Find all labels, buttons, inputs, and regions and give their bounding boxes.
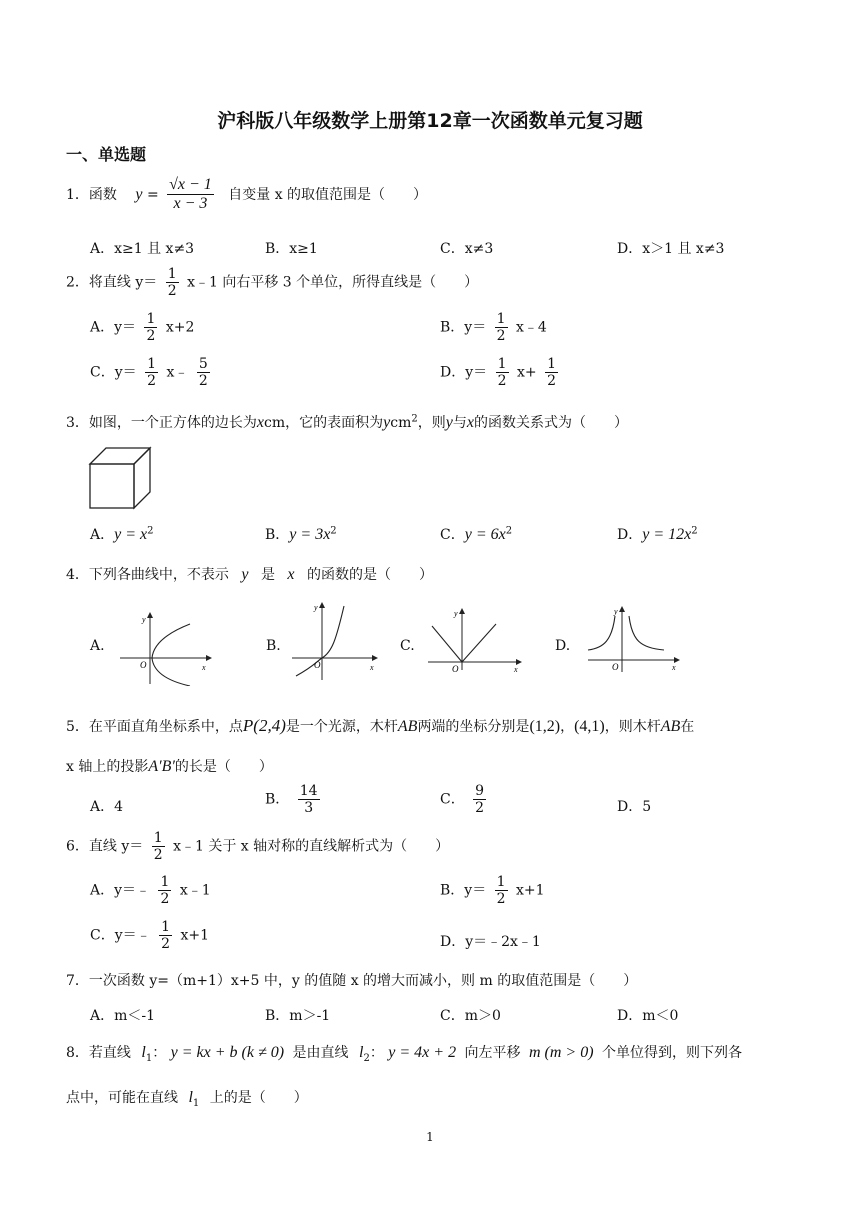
q3a-label: A． xyxy=(90,527,115,543)
q5-coord1: (1,2) xyxy=(529,718,561,735)
q4-pre: 4．下列各曲线中，不表示 xyxy=(66,567,229,583)
q5-mid1: 是一个光源，木杆 xyxy=(285,719,398,735)
q8-post: 个单位得到，则下列各 xyxy=(602,1045,742,1061)
q4b-x-label: x xyxy=(370,663,374,672)
q6a-den: 2 xyxy=(160,891,170,908)
q6a-pre: A．y＝﹣ xyxy=(90,882,151,899)
q4d-x-label: x xyxy=(672,663,676,672)
q8-line2-post: 上的是（ ） xyxy=(209,1090,308,1106)
q5b-frac xyxy=(298,783,320,816)
q3-post1: ，则 xyxy=(417,415,446,431)
q2d-mid: x+ xyxy=(516,364,537,381)
q6c-frac xyxy=(159,919,172,952)
q2a-den: 2 xyxy=(146,328,156,345)
q6-option-b[interactable] xyxy=(440,874,545,907)
q2d-pre: D．y＝ xyxy=(440,364,488,381)
question-8-line2 xyxy=(66,1087,308,1109)
q4-y: y xyxy=(241,566,249,583)
q3-post3: 的函数关系式为（ ） xyxy=(473,415,628,431)
q2d-den: 2 xyxy=(497,373,507,390)
q3c-label: C． xyxy=(440,527,465,543)
q3a-expr: y = x xyxy=(114,526,148,543)
q7-option-d[interactable]: D．m＜0 xyxy=(617,1008,679,1024)
q4d-y-label: y xyxy=(614,607,618,616)
q3-option-b[interactable] xyxy=(265,524,337,544)
q2-num: 1 xyxy=(167,266,177,282)
q2a-pre: A．y＝ xyxy=(90,319,137,336)
q2b-frac xyxy=(495,311,508,344)
q5b-num: 14 xyxy=(299,783,318,799)
q4d-origin: O xyxy=(612,662,619,672)
q4b-y-label: y xyxy=(314,603,318,612)
q6b-num: 1 xyxy=(496,874,506,890)
q1-prefix: 1．函数 xyxy=(66,186,117,203)
q5-coord2: (4,1) xyxy=(574,718,605,735)
q8-colon2: ： xyxy=(369,1045,384,1061)
q5c-den: 2 xyxy=(475,800,485,817)
q3c-sup: 2 xyxy=(505,525,513,537)
q5c-num: 9 xyxy=(475,783,485,799)
page-title: 沪科版八年级数学上册第12章一次函数单元复习题 xyxy=(217,110,643,132)
q1-numerator: √x − 1 xyxy=(169,176,212,193)
q8-l3: l xyxy=(188,1089,193,1106)
q2d-den2: 2 xyxy=(547,373,556,390)
q1-denominator: x − 3 xyxy=(167,194,214,213)
q2c-num2: 5 xyxy=(198,356,208,372)
q6a-frac xyxy=(158,874,171,907)
q3b-sup: 2 xyxy=(330,525,337,537)
q6b-den: 2 xyxy=(496,891,506,908)
q4c-x-label: x xyxy=(514,665,518,672)
q4-option-b[interactable]: B. xyxy=(266,638,281,654)
q8-m: m (m > 0) xyxy=(528,1044,594,1061)
q6-option-d[interactable]: D．y＝﹣2x﹣1 xyxy=(440,934,541,950)
question-1 xyxy=(66,176,427,214)
q6-frac xyxy=(152,830,165,863)
q4-graph-b xyxy=(288,600,378,682)
q2d-num: 1 xyxy=(497,356,507,372)
q6c-den: 2 xyxy=(161,936,170,953)
question-3 xyxy=(66,412,628,432)
q5c-pre: C． xyxy=(440,791,465,808)
q8-eq1: y = kx + b (k ≠ 0) xyxy=(170,1044,285,1061)
q4c-y-label: y xyxy=(454,609,458,618)
q2-suffix: x﹣1 向右平移 3 个单位，所得直线是（ ） xyxy=(187,274,479,291)
q3-pre: 3．如图，一个正方体的边长为 xyxy=(66,415,257,431)
q3-unit1: cm xyxy=(264,415,286,431)
q3d-expr: y = 12x xyxy=(642,526,692,543)
q3-unit2: cm xyxy=(390,415,412,431)
q6-option-c[interactable] xyxy=(90,919,209,952)
q5-line2-post: 的长是（ ） xyxy=(174,759,273,775)
q8-pre: 8．若直线 xyxy=(66,1045,131,1061)
q8-eq2: y = 4x + 2 xyxy=(388,1044,457,1061)
q1-suffix: 自变量 x 的取值范围是（ ） xyxy=(228,186,428,203)
q4-option-a[interactable]: A. xyxy=(90,638,105,654)
q8-mid2: 向左平移 xyxy=(464,1045,521,1061)
q5-comma: ， xyxy=(560,719,575,735)
q6c-pre: C．y＝﹣ xyxy=(90,927,151,944)
q5-point-p: P(2,4) xyxy=(242,716,286,735)
q2c-frac xyxy=(145,356,158,389)
q1-option-d[interactable]: D．x＞1 且 x≠3 xyxy=(617,241,725,257)
q3-mid: ，它的表面积为 xyxy=(285,415,384,431)
q1-fraction xyxy=(167,176,214,214)
q3-post2: 与 xyxy=(452,415,467,431)
q6c-num: 1 xyxy=(161,919,170,935)
q6-post: x﹣1 关于 x 轴对称的直线解析式为（ ） xyxy=(173,838,450,855)
question-8 xyxy=(66,1042,742,1064)
q4a-y-label: y xyxy=(142,615,146,624)
q6-pre: 6．直线 y＝ xyxy=(66,838,144,855)
q5-option-c[interactable] xyxy=(440,783,490,816)
q2c-den2: 2 xyxy=(198,373,208,390)
q7-option-a[interactable]: A．m＜-1 xyxy=(90,1008,156,1024)
q8-l2: l xyxy=(359,1044,364,1061)
q4a-x-label: x xyxy=(202,663,206,672)
cube-figure xyxy=(88,446,154,512)
q1-option-a[interactable]: A．x≥1 且 x≠3 xyxy=(90,241,195,257)
q4-option-c[interactable]: C. xyxy=(400,638,415,654)
question-7: 7．一次函数 y=（m+1）x+5 中，y 的值随 x 的增大而减小，则 m 的取值范围是（ ） xyxy=(66,973,638,989)
q8-colon1: ： xyxy=(152,1045,167,1061)
q3-option-a[interactable] xyxy=(90,524,154,544)
question-5 xyxy=(66,716,694,736)
q2c-den: 2 xyxy=(147,373,156,390)
q3c-expr: y = 6x xyxy=(464,526,506,543)
question-6 xyxy=(66,830,449,863)
q2c-pre: C．y＝ xyxy=(90,364,137,381)
q2d-num2: 1 xyxy=(547,356,556,372)
q2d-frac2 xyxy=(545,356,558,389)
q4-x: x xyxy=(287,566,295,583)
q5b-den: 3 xyxy=(298,799,320,816)
q3-option-d[interactable] xyxy=(617,524,698,544)
q7-option-c[interactable]: C．m＞0 xyxy=(440,1008,501,1024)
q2c-mid: x﹣ xyxy=(166,364,189,381)
question-4 xyxy=(66,564,433,584)
q3-option-c[interactable] xyxy=(440,524,512,544)
q6-option-a[interactable] xyxy=(90,874,211,907)
q8-l1-sub: 1 xyxy=(145,1052,153,1064)
q3-y1: y xyxy=(383,414,391,431)
q3-x2: x xyxy=(466,414,474,431)
q5-mid2: 两端的坐标分别是 xyxy=(417,719,530,735)
q8-mid1: 是由直线 xyxy=(292,1045,349,1061)
q5-ab2: AB xyxy=(660,718,681,735)
q8-l1: l xyxy=(141,1044,146,1061)
q2b-den: 2 xyxy=(496,328,506,345)
q3-sup: 2 xyxy=(411,413,418,425)
q3-y2: y xyxy=(445,414,453,431)
q3d-label: D． xyxy=(617,527,643,543)
q2-option-b[interactable] xyxy=(440,311,547,344)
q4b-origin: O xyxy=(314,660,321,670)
q2b-post: x﹣4 xyxy=(516,319,547,336)
q8-line2-pre: 点中，可能在直线 xyxy=(66,1090,178,1106)
q5c-frac xyxy=(473,783,486,816)
q4-post: 的函数的是（ ） xyxy=(306,567,433,583)
q5-ab3: A′B′ xyxy=(148,758,175,775)
q5b-pre: B． xyxy=(265,791,290,808)
q4-mid: 是 xyxy=(260,567,275,583)
q1-option-b[interactable]: B．x≥1 xyxy=(265,241,318,257)
q2c-frac2 xyxy=(197,356,210,389)
q6b-post: x+1 xyxy=(516,882,545,899)
q3b-expr: y = 3x xyxy=(289,526,331,543)
q2b-num: 1 xyxy=(496,311,506,327)
q4c-origin: O xyxy=(452,664,459,672)
q4-option-d[interactable]: D. xyxy=(555,638,571,654)
q2-den: 2 xyxy=(167,283,177,300)
question-2 xyxy=(66,266,478,299)
q2-fraction xyxy=(166,266,179,299)
q6-den: 2 xyxy=(153,847,163,864)
q5-option-d[interactable]: D．5 xyxy=(617,799,652,815)
q6a-post: x﹣1 xyxy=(179,882,211,899)
q2c-num: 1 xyxy=(147,356,156,372)
q2-option-a[interactable] xyxy=(90,311,194,344)
q6-num: 1 xyxy=(153,830,163,846)
q8-l2-sub: 2 xyxy=(363,1052,370,1064)
q6b-pre: B．y＝ xyxy=(440,882,487,899)
q1-y: y xyxy=(135,185,143,203)
q2a-post: x+2 xyxy=(165,319,195,336)
q5-option-b[interactable] xyxy=(265,783,324,816)
q3d-sup: 2 xyxy=(691,525,698,537)
q6a-num: 1 xyxy=(160,874,170,890)
q4-graph-c xyxy=(424,606,522,672)
q3a-sup: 2 xyxy=(147,525,154,537)
q3-x1: x xyxy=(256,414,265,431)
q5-post: 在 xyxy=(680,719,695,735)
q1-eq: = xyxy=(146,186,159,203)
q2-option-c[interactable] xyxy=(90,356,214,389)
q5-mid3: ，则木杆 xyxy=(604,719,661,735)
q7-option-b[interactable]: B．m＞-1 xyxy=(265,1008,331,1024)
q2-prefix: 2．将直线 y＝ xyxy=(66,274,158,291)
q2-option-d[interactable] xyxy=(440,356,562,389)
q5-pre: 5．在平面直角坐标系中，点 xyxy=(66,719,243,735)
q5-option-a[interactable]: A．4 xyxy=(90,799,124,815)
q4a-origin: O xyxy=(140,660,147,670)
q6b-frac xyxy=(495,874,508,907)
q5-line2-pre: x 轴上的投影 xyxy=(66,759,149,775)
q6c-post: x+1 xyxy=(180,927,209,944)
question-5-line2 xyxy=(66,756,273,776)
q5-ab1: AB xyxy=(397,718,418,735)
q2b-pre: B．y＝ xyxy=(440,319,487,336)
q4-graph-d xyxy=(584,604,680,674)
page-number: 1 xyxy=(426,1130,434,1144)
q3b-label: B． xyxy=(265,527,290,543)
q2d-frac xyxy=(496,356,509,389)
q2a-frac xyxy=(144,311,157,344)
q1-option-c[interactable]: C．x≠3 xyxy=(440,241,494,257)
q8-l3-sub: 1 xyxy=(192,1097,200,1109)
q4-graph-a xyxy=(116,608,212,686)
q2a-num: 1 xyxy=(146,311,156,327)
section-heading: 一、单选题 xyxy=(66,145,147,164)
